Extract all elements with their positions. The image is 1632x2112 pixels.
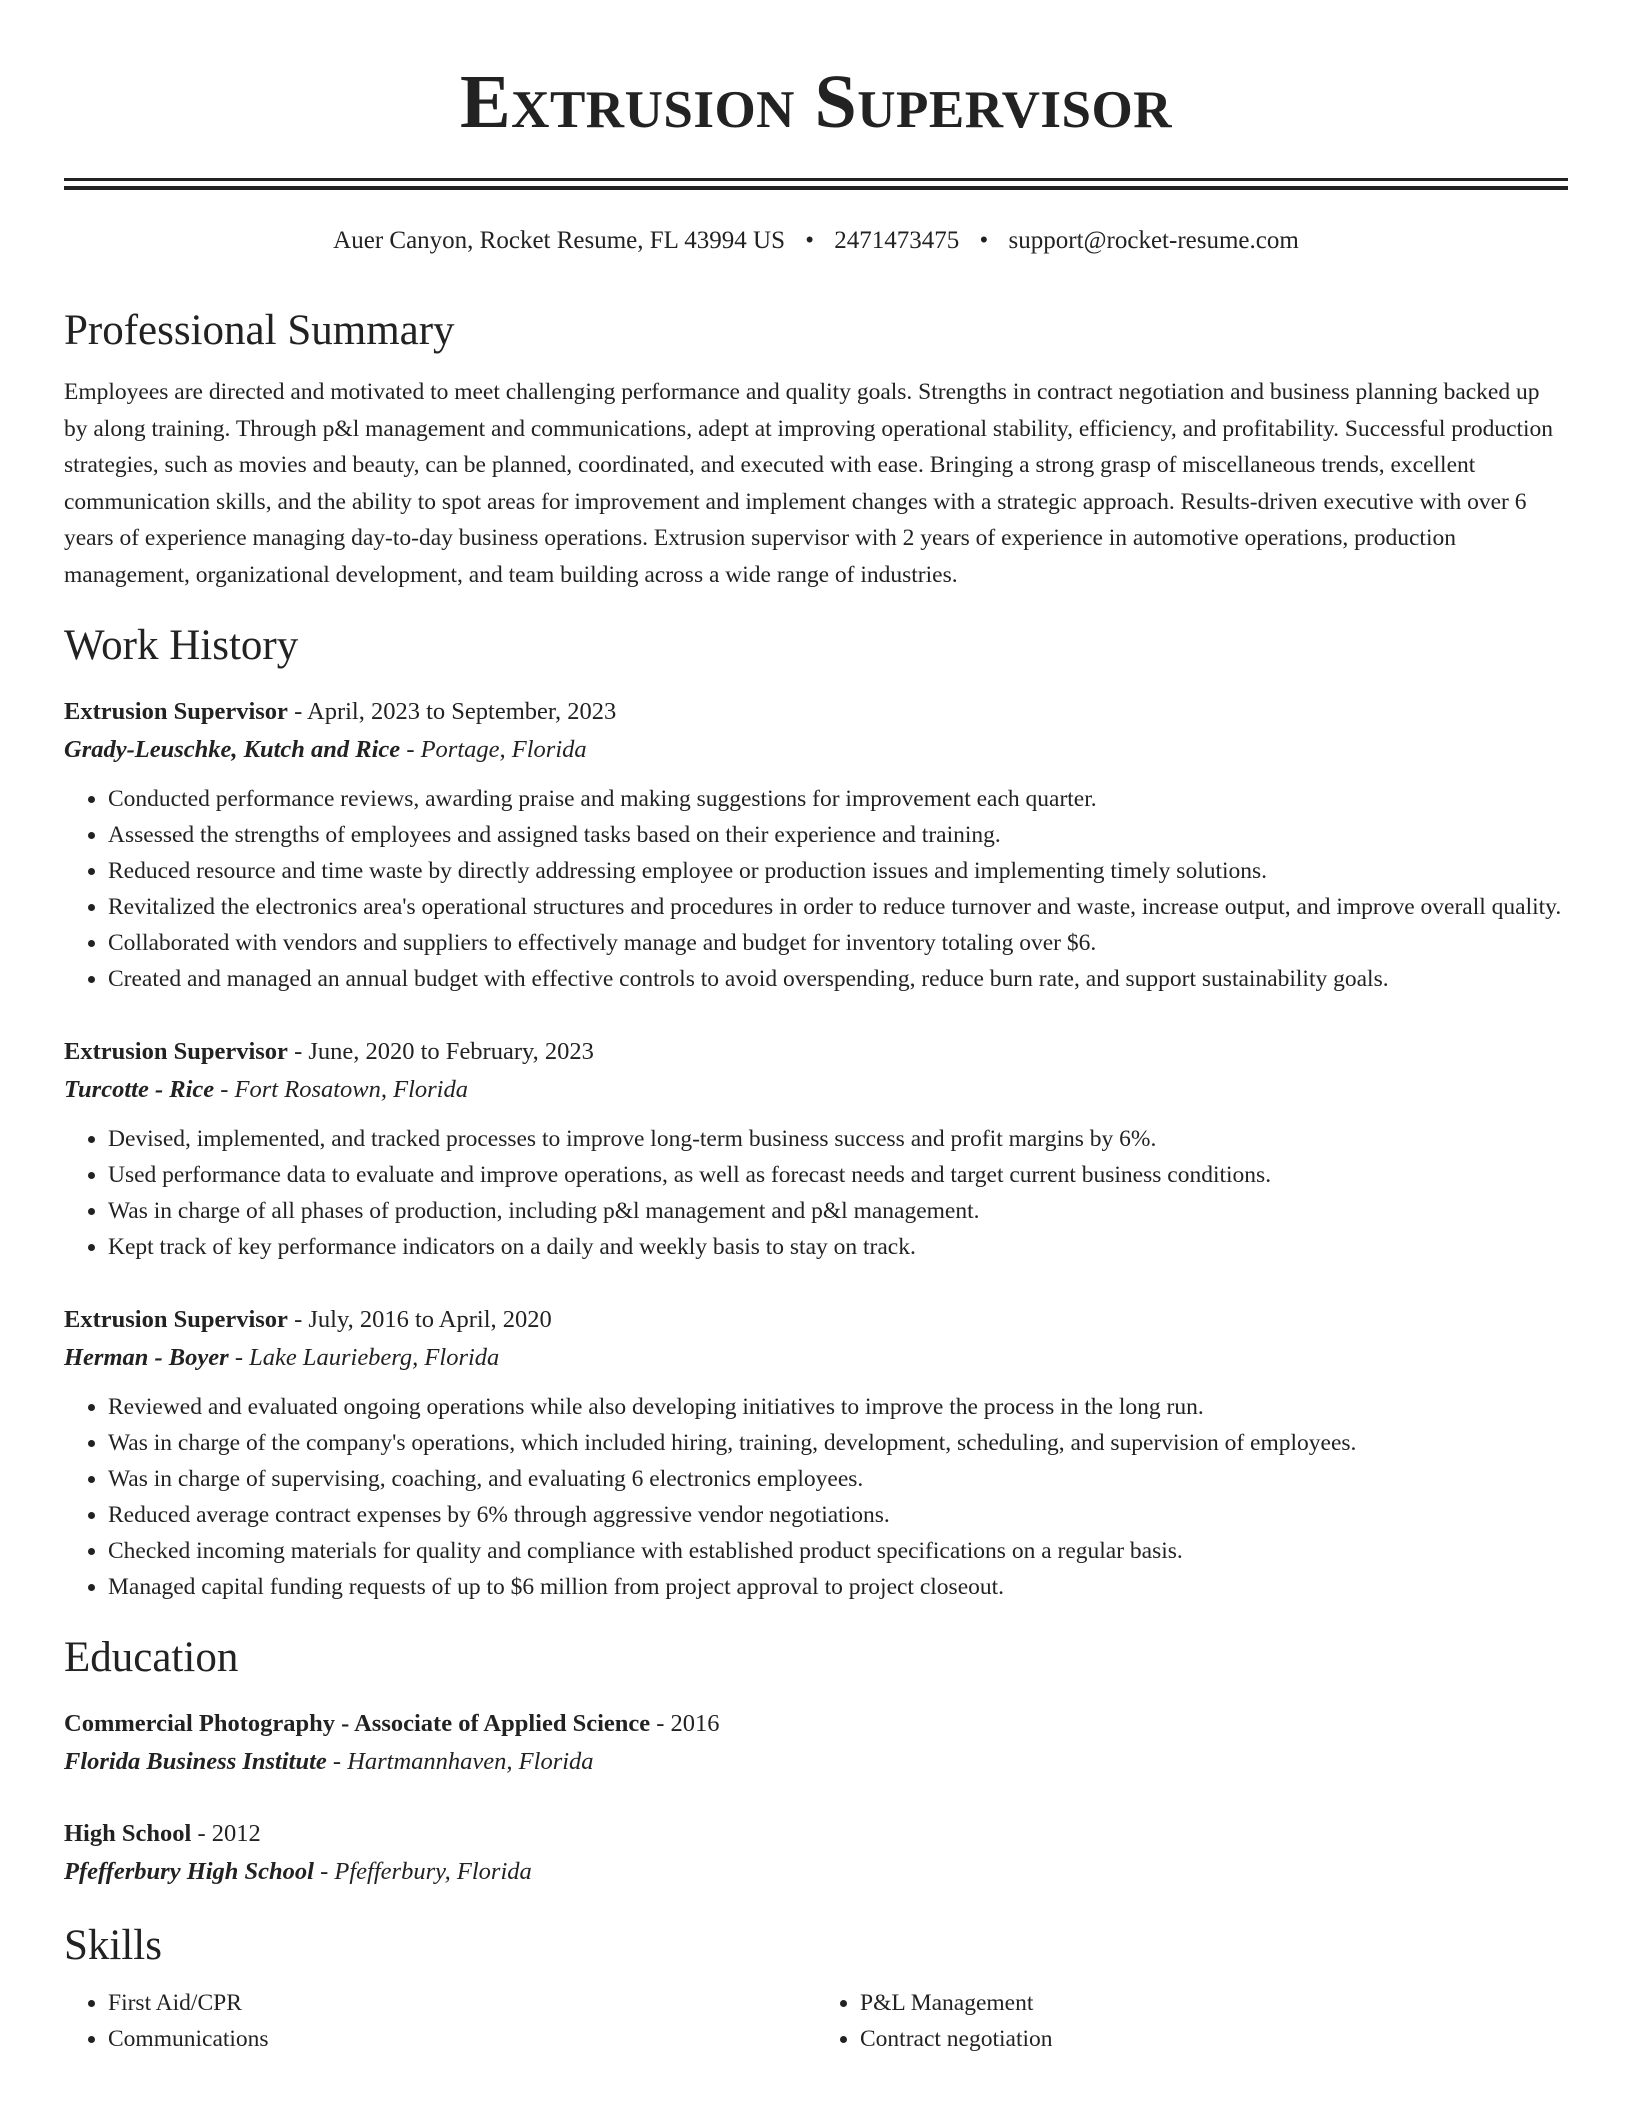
job-bullets (64, 1389, 1568, 1605)
contact-line (64, 224, 1568, 258)
education-entry (64, 1815, 1568, 1891)
job-bullets (64, 781, 1568, 997)
contact-email: support@rocket-resume.com (1008, 227, 1299, 254)
school-line (64, 1743, 1568, 1781)
school-location: - Hartmannhaven, Florida (326, 1748, 594, 1775)
job-title-line (64, 693, 1568, 731)
school-line (64, 1853, 1568, 1891)
skill-item: • Contract negotiation (860, 2021, 1568, 2057)
job-title-line (64, 1301, 1568, 1339)
job-bullet: • Was in charge of supervising, coaching, and evaluating 6 electronics employees. (108, 1461, 1568, 1497)
skills-columns (64, 1985, 1568, 2057)
contact-separator: • (805, 227, 814, 254)
job-location: - Portage, Florida (400, 736, 587, 763)
job-dates: - April, 2023 to September, 2023 (287, 698, 617, 725)
job-location: - Lake Laurieberg, Florida (228, 1344, 500, 1371)
skill-item: • P&L Management (860, 1985, 1568, 2021)
school-name: Florida Business Institute (64, 1748, 327, 1775)
resume-name: Extrusion Supervisor (459, 60, 1173, 144)
job-entry (64, 693, 1568, 997)
job-title: Extrusion Supervisor (64, 1306, 288, 1333)
summary-section (64, 306, 1568, 593)
job-bullet: • Created and managed an annual budget with effective controls to avoid overspending, reduce burn rate, and support sustainability goals. (108, 961, 1568, 997)
job-bullet: • Conducted performance reviews, awarding praise and making suggestions for improvement each quarter. (108, 781, 1568, 817)
job-entry (64, 1301, 1568, 1605)
degree-line (64, 1705, 1568, 1743)
job-location: - Fort Rosatown, Florida (214, 1076, 468, 1103)
summary-text: Employees are directed and motivated to meet challenging performance and quality goals. Strengths in contract negotiation and business planning backed up by along training. Through p&l management and communications, adept at improving operational stability, efficiency, and profitability. Successful production strategies, such as movies and beauty, can be planned, coordinated, and executed with ease. Bringing a strong grasp of miscellaneous trends, excellent communication skills, and the ability to spot areas for improvement and implement changes with a strategic approach. Results-driven executive with over 6 years of experience managing day-to-day business operations. Extrusion supervisor with 2 years of experience in automotive operations, production management, organizational development, and team building across a wide range of industries. (64, 379, 1554, 588)
job-company-line (64, 1339, 1568, 1377)
job-bullet: • Devised, implemented, and tracked processes to improve long-term business success and profit margins by 6%. (108, 1121, 1568, 1157)
job-bullet: • Reduced average contract expenses by 6% through aggressive vendor negotiations. (108, 1497, 1568, 1533)
job-bullet: • Collaborated with vendors and suppliers to effectively manage and budget for inventory totaling over $6. (108, 925, 1568, 961)
skill-item: • First Aid/CPR (108, 1985, 816, 2021)
work-history-section (64, 621, 1568, 1605)
job-bullet: • Checked incoming materials for quality and compliance with established product specifications on a regular basis. (108, 1533, 1568, 1569)
job-bullet: • Was in charge of the company's operations, which included hiring, training, development, scheduling, and supervision of employees. (108, 1425, 1568, 1461)
contact-separator: • (979, 227, 989, 254)
summary-heading: Professional Summary (64, 307, 455, 354)
job-company: Grady-Leuschke, Kutch and Rice (64, 736, 401, 763)
degree: Commercial Photography - Associate of Applied Science (64, 1710, 651, 1737)
header-double-rule (64, 178, 1568, 190)
graduation-year: - 2016 (650, 1710, 720, 1737)
school-name: Pfefferbury High School (64, 1858, 314, 1885)
school-location: - Pfefferbury, Florida (314, 1858, 532, 1885)
job-bullet: • Managed capital funding requests of up to $6 million from project approval to project closeout. (108, 1569, 1568, 1605)
job-bullet: • Assessed the strengths of employees and assigned tasks based on their experience and training. (108, 817, 1568, 853)
job-dates: - July, 2016 to April, 2020 (287, 1306, 552, 1333)
job-company: Herman - Boyer (64, 1344, 229, 1371)
skills-right-column (816, 1985, 1568, 2057)
job-bullet: • Used performance data to evaluate and improve operations, as well as forecast needs and target current business conditions. (108, 1157, 1568, 1193)
job-bullet: • Reviewed and evaluated ongoing operations while also developing initiatives to improve the process in the long run. (108, 1389, 1568, 1425)
job-company-line (64, 731, 1568, 769)
skills-heading: Skills (64, 1922, 162, 1969)
job-title-line (64, 1033, 1568, 1071)
work-history-heading: Work History (64, 622, 299, 669)
job-title: Extrusion Supervisor (64, 698, 288, 725)
education-entry (64, 1705, 1568, 1781)
job-bullets (64, 1121, 1568, 1265)
skills-left-column (64, 1985, 816, 2057)
contact-phone: 2471473475 (834, 227, 960, 254)
job-title: Extrusion Supervisor (64, 1038, 288, 1065)
skills-section (64, 1921, 1568, 2057)
degree: High School (64, 1820, 192, 1847)
job-entry (64, 1033, 1568, 1265)
graduation-year: - 2012 (191, 1820, 261, 1847)
degree-line (64, 1815, 1568, 1853)
skill-item: • Communications (108, 2021, 816, 2057)
education-section (64, 1633, 1568, 1891)
job-bullet: • Revitalized the electronics area's operational structures and procedures in order to reduce turnover and waste, increase output, and improve overall quality. (108, 889, 1568, 925)
education-heading: Education (64, 1634, 239, 1681)
job-bullet: • Reduced resource and time waste by directly addressing employee or production issues and implementing timely solutions. (108, 853, 1568, 889)
job-company-line (64, 1071, 1568, 1109)
contact-address: Auer Canyon, Rocket Resume, FL 43994 US (333, 227, 785, 254)
job-bullet: • Kept track of key performance indicators on a daily and weekly basis to stay on track. (108, 1229, 1568, 1265)
job-company: Turcotte - Rice (64, 1076, 215, 1103)
job-bullet: • Was in charge of all phases of production, including p&l management and p&l management. (108, 1193, 1568, 1229)
job-dates: - June, 2020 to February, 2023 (287, 1038, 594, 1065)
